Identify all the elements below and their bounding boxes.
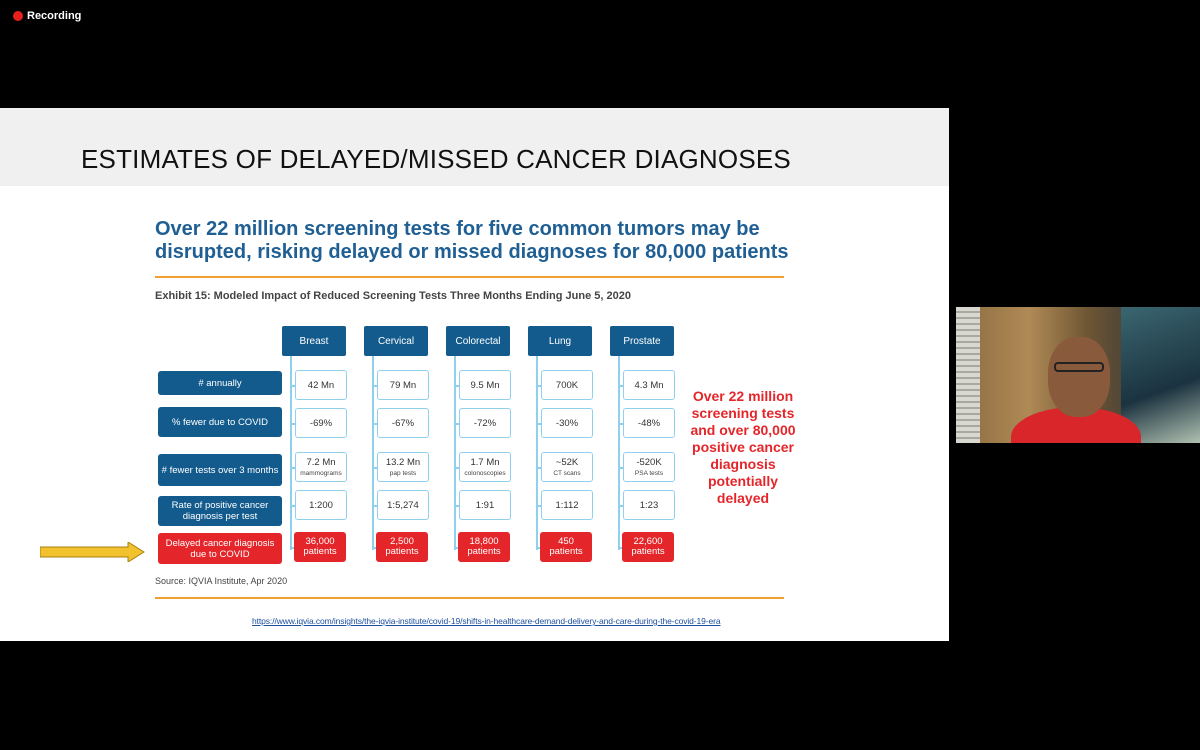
table-cell (623, 370, 675, 400)
table-cell (295, 490, 347, 520)
cell-value: ~52K (555, 457, 579, 468)
table-cell (623, 452, 675, 482)
table-cell (377, 370, 429, 400)
arrow-right-icon (40, 542, 146, 562)
slide-header (0, 108, 949, 186)
cell-unit: mammograms (300, 470, 342, 477)
webcam-video (956, 307, 1200, 443)
cell-value: 36,000 (305, 536, 335, 547)
table-cell (295, 408, 347, 438)
cell-value: 1:23 (639, 499, 659, 511)
presenter-head (1048, 337, 1110, 417)
cell-value: 2,500 (390, 536, 414, 547)
table-cell (377, 490, 429, 520)
top-divider (155, 276, 784, 278)
slide-title: ESTIMATES OF DELAYED/MISSED CANCER DIAGNOSES (81, 144, 791, 174)
table-cell (459, 408, 511, 438)
cell-unit: patients (385, 546, 419, 557)
row-label: # annually (158, 371, 282, 395)
record-dot-icon (13, 11, 23, 21)
column-header-breast: Breast (282, 326, 346, 356)
table-cell (622, 532, 674, 562)
cell-value: 1:112 (555, 499, 579, 511)
table-cell (541, 490, 593, 520)
cell-unit: patients (631, 546, 665, 557)
cell-value: 7.2 Mn (306, 457, 336, 468)
cell-value: -30% (555, 417, 579, 429)
cell-unit: pap tests (389, 470, 417, 477)
cell-value: 1.7 Mn (470, 457, 500, 468)
cell-unit: patients (303, 546, 337, 557)
table-cell (377, 452, 429, 482)
table-cell (541, 370, 593, 400)
cell-unit: colonoscopies (464, 470, 506, 477)
table-cell (377, 408, 429, 438)
cell-value: -520K (636, 457, 662, 468)
cell-unit: patients (467, 546, 501, 557)
table-cell (459, 490, 511, 520)
window-blind (956, 307, 980, 443)
cell-value: -72% (473, 417, 497, 429)
cell-value: -67% (391, 417, 415, 429)
table-cell (458, 532, 510, 562)
column-header-prostate: Prostate (610, 326, 674, 356)
cell-value: 9.5 Mn (470, 379, 500, 391)
row-label: Rate of positive cancer diagnosis per test (158, 496, 282, 526)
table-cell (540, 532, 592, 562)
presentation-slide (0, 108, 949, 641)
row-label: # fewer tests over 3 months (158, 454, 282, 486)
headline-line-2: disrupted, risking delayed or missed diagnoses for 80,000 patients (155, 241, 789, 263)
cell-value: 1:200 (309, 499, 333, 511)
cell-value: 42 Mn (307, 379, 335, 391)
cell-value: 700K (555, 379, 579, 391)
cell-value: 1:5,274 (387, 499, 419, 511)
table-cell (623, 490, 675, 520)
table-cell (623, 408, 675, 438)
summary-callout: Over 22 million screening tests and over 80,000 positive cancer diagnosis potentially delayed (690, 388, 796, 506)
cell-unit: patients (549, 546, 583, 557)
cell-unit: PSA tests (634, 470, 664, 477)
cell-value: 13.2 Mn (385, 457, 421, 468)
presenter-glasses (1054, 362, 1104, 372)
row-label: Delayed cancer diagnosis due to COVID (158, 533, 282, 564)
column-header-cervical: Cervical (364, 326, 428, 356)
cell-value: -69% (309, 417, 333, 429)
row-label: % fewer due to COVID (158, 407, 282, 437)
cell-value: 22,600 (633, 536, 663, 547)
recording-label: Recording (27, 10, 82, 22)
headline-line-1: Over 22 million screening tests for five common tumors may be (155, 218, 760, 240)
column-header-colorectal: Colorectal (446, 326, 510, 356)
table-cell (295, 452, 347, 482)
headline (155, 218, 795, 264)
table-cell (294, 532, 346, 562)
table-cell (376, 532, 428, 562)
table-cell (459, 370, 511, 400)
table-cell (541, 408, 593, 438)
exhibit-caption: Exhibit 15: Modeled Impact of Reduced Screening Tests Three Months Ending June 5, 2020 (155, 290, 631, 302)
cell-value: 18,800 (469, 536, 499, 547)
cell-unit: CT scans (553, 470, 581, 477)
cell-value: 450 (558, 536, 574, 547)
table-cell (459, 452, 511, 482)
table-cell (295, 370, 347, 400)
source-link[interactable]: https://www.iqvia.com/insights/the-iqvia-institute/covid-19/shifts-in-healthcare-demand-delivery-and-care-during-the-covid-19-era (252, 616, 721, 626)
cell-value: 4.3 Mn (634, 379, 664, 391)
cell-value: 1:91 (475, 499, 495, 511)
table-cell (541, 452, 593, 482)
cell-value: -48% (637, 417, 661, 429)
recording-indicator (13, 10, 81, 22)
column-header-lung: Lung (528, 326, 592, 356)
source-note: Source: IQVIA Institute, Apr 2020 (155, 576, 288, 586)
bottom-divider (155, 597, 784, 599)
cell-value: 79 Mn (389, 379, 417, 391)
